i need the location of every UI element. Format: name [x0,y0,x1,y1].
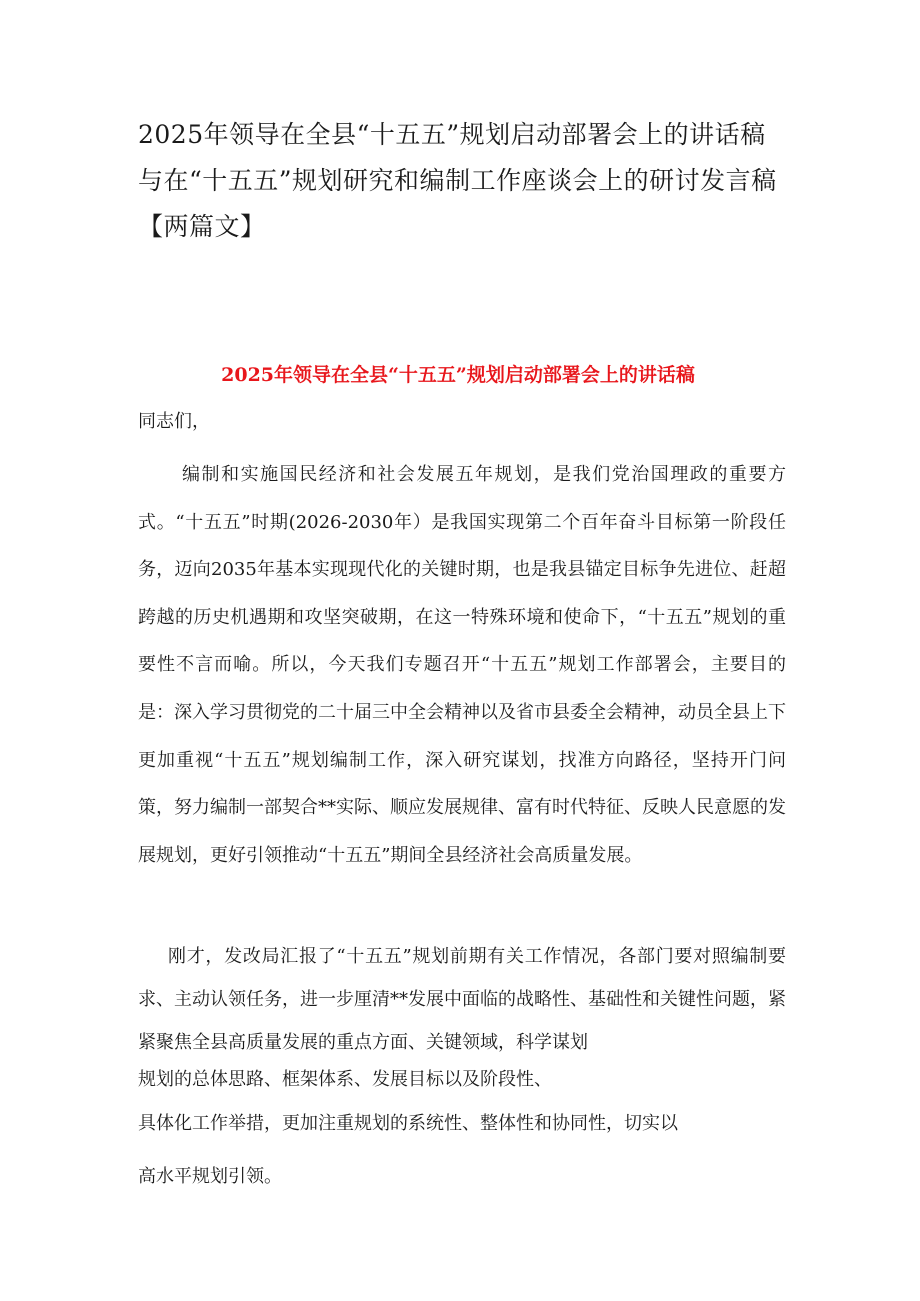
body-paragraph: 编制和实施国民经济和社会发展五年规划，是我们党治国理政的重要方式。“十五五”时期(2026-2030年）是我国实现第二个百年奋斗目标第一阶段任务，迈向2035年基本实现现代化的关键时期，也是我县锚定目标争先进位、赶超跨越的历史机遇期和攻坚突破期，在这一特殊环境和使命下，“十五五”规划的重要性不言而喻。所以，今天我们专题召开“十五五”规划工作部署会，主要目的是：深入学习贯彻党的二十届三中全会精神以及省市县委全会精神，动员全县上下更加重视“十五五”规划编制工作，深入研究谋划，找准方向路径，坚持开门问策，努力编制一部契合**实际、顺应发展规律、富有时代特征、反映人民意愿的发展规划，更好引领推动“十五五”期间全县经济社会高质量发展。 [138,464,786,866]
body-paragraph: 具体化工作举措，更加注重规划的系统性、整体性和协同性，切实以 [138,1113,678,1134]
body-paragraph: 刚才，发改局汇报了“十五五”规划前期有关工作情况，各部门要对照编制要求、主动认领任务，进一步厘清**发展中面临的战略性、基础性和关键性问题，紧紧聚焦全县高质量发展的重点方面、关键领域，科学谋划 [138,946,786,1053]
salutation: 同志们， [138,411,210,432]
document-title: 2025年领导在全县“十五五”规划启动部署会上的讲话稿与在“十五五”规划研究和编制工作座谈会上的研讨发言稿【两篇文】 [138,120,777,241]
body-paragraph: 规划的总体思路、框架体系、发展目标以及阶段性、 [138,1069,552,1090]
section-title: 2025年领导在全县“十五五”规划启动部署会上的讲话稿 [221,364,695,386]
body-paragraph: 高水平规划引领。 [138,1166,282,1187]
